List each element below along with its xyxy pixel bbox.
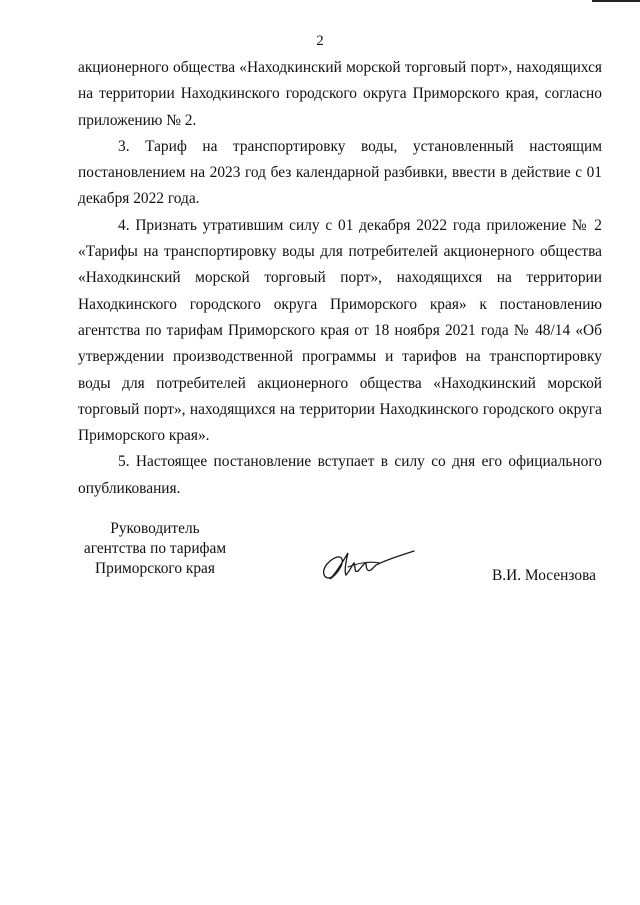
signature-block [0,519,640,609]
document-body [78,55,602,502]
paragraph-3: 3. Тариф на транспортировку воды, установленный настоящим постановлением на 2023 год без календарной разбивки, ввести в действие с 01 декабря 2022 года. [78,137,602,208]
signer-position-line-2: агентства по тарифам [83,540,227,557]
page-number: 2 [316,33,324,49]
corner-line [592,0,640,2]
signer-position-line-1: Руководитель [110,520,200,537]
paragraph-5: 5. Настоящее постановление вступает в силу со дня его официального опубликования. [78,453,602,497]
paragraph-4: 4. Признать утратившим силу с 01 декабря 2022 года приложение № 2 «Тарифы на транспортировку воды для потребителей акционерного общества «Находкинский морской торговый порт», находящихся на территории Находкинского городского округа Приморского края» к постановлению агентства по тарифам Приморского края от 18 ноября 2021 года № 48/14 «Об утверждении производственной программы и тарифов на транспортировку воды для потребителей акционерного общества «Находкинский морской торговый порт», находящихся на территории Находкинского городского округа Приморского края». [78,216,602,445]
paragraph-continuation: акционерного общества «Находкинский морской торговый порт», находящихся на территории Находкинского городского округа Приморского края, согласно приложению № 2. [78,59,602,129]
signer-position-line-3: Приморского края [95,560,215,577]
handwritten-signature [318,541,418,591]
signer-name: В.И. Мосензова [492,567,596,584]
signer-position [75,519,235,579]
